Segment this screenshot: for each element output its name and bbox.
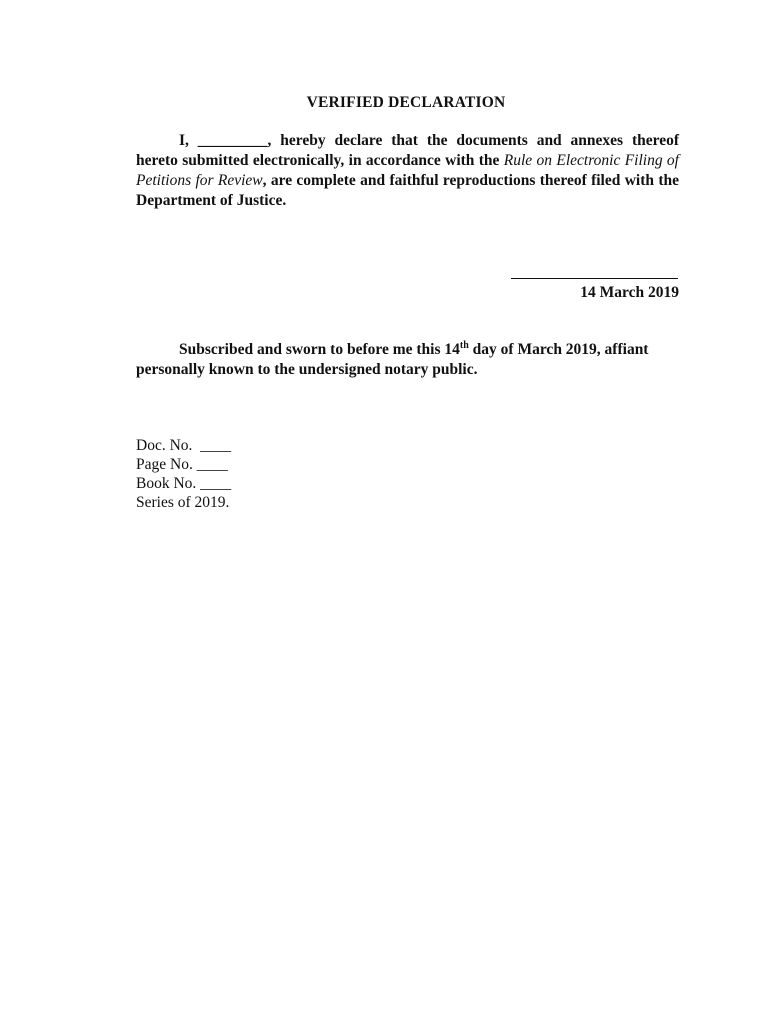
declaration-text-end: , are complete and faithful reproductions thereof filed with the Department of Justice. <box>136 172 679 209</box>
doc-no-line: Doc. No. ____ <box>136 437 232 454</box>
ordinal-suffix: th <box>459 339 469 351</box>
signature-line <box>511 278 678 279</box>
document-title: VERIFIED DECLARATION <box>306 94 506 111</box>
declaration-text-start: I, _________, hereby declare that the documents and annexes thereof hereto submitted electronically, in accordance with the <box>136 132 679 169</box>
rule-name: Rule on Electronic Filing of Petitions for Review <box>136 152 679 189</box>
page-no-line: Page No. ____ <box>136 456 228 473</box>
notarial-register <box>136 436 436 512</box>
series-line: Series of 2019. <box>136 494 230 511</box>
book-no-line: Book No. ____ <box>136 475 232 492</box>
jurat-text-end: day of March 2019, affiant personally known to the undersigned notary public. <box>136 341 649 378</box>
signature-date: 14 March 2019 <box>580 284 679 301</box>
jurat-text-start: Subscribed and sworn to before me this 14 <box>179 341 460 358</box>
jurat-paragraph <box>136 340 679 380</box>
declaration-paragraph <box>136 131 679 211</box>
